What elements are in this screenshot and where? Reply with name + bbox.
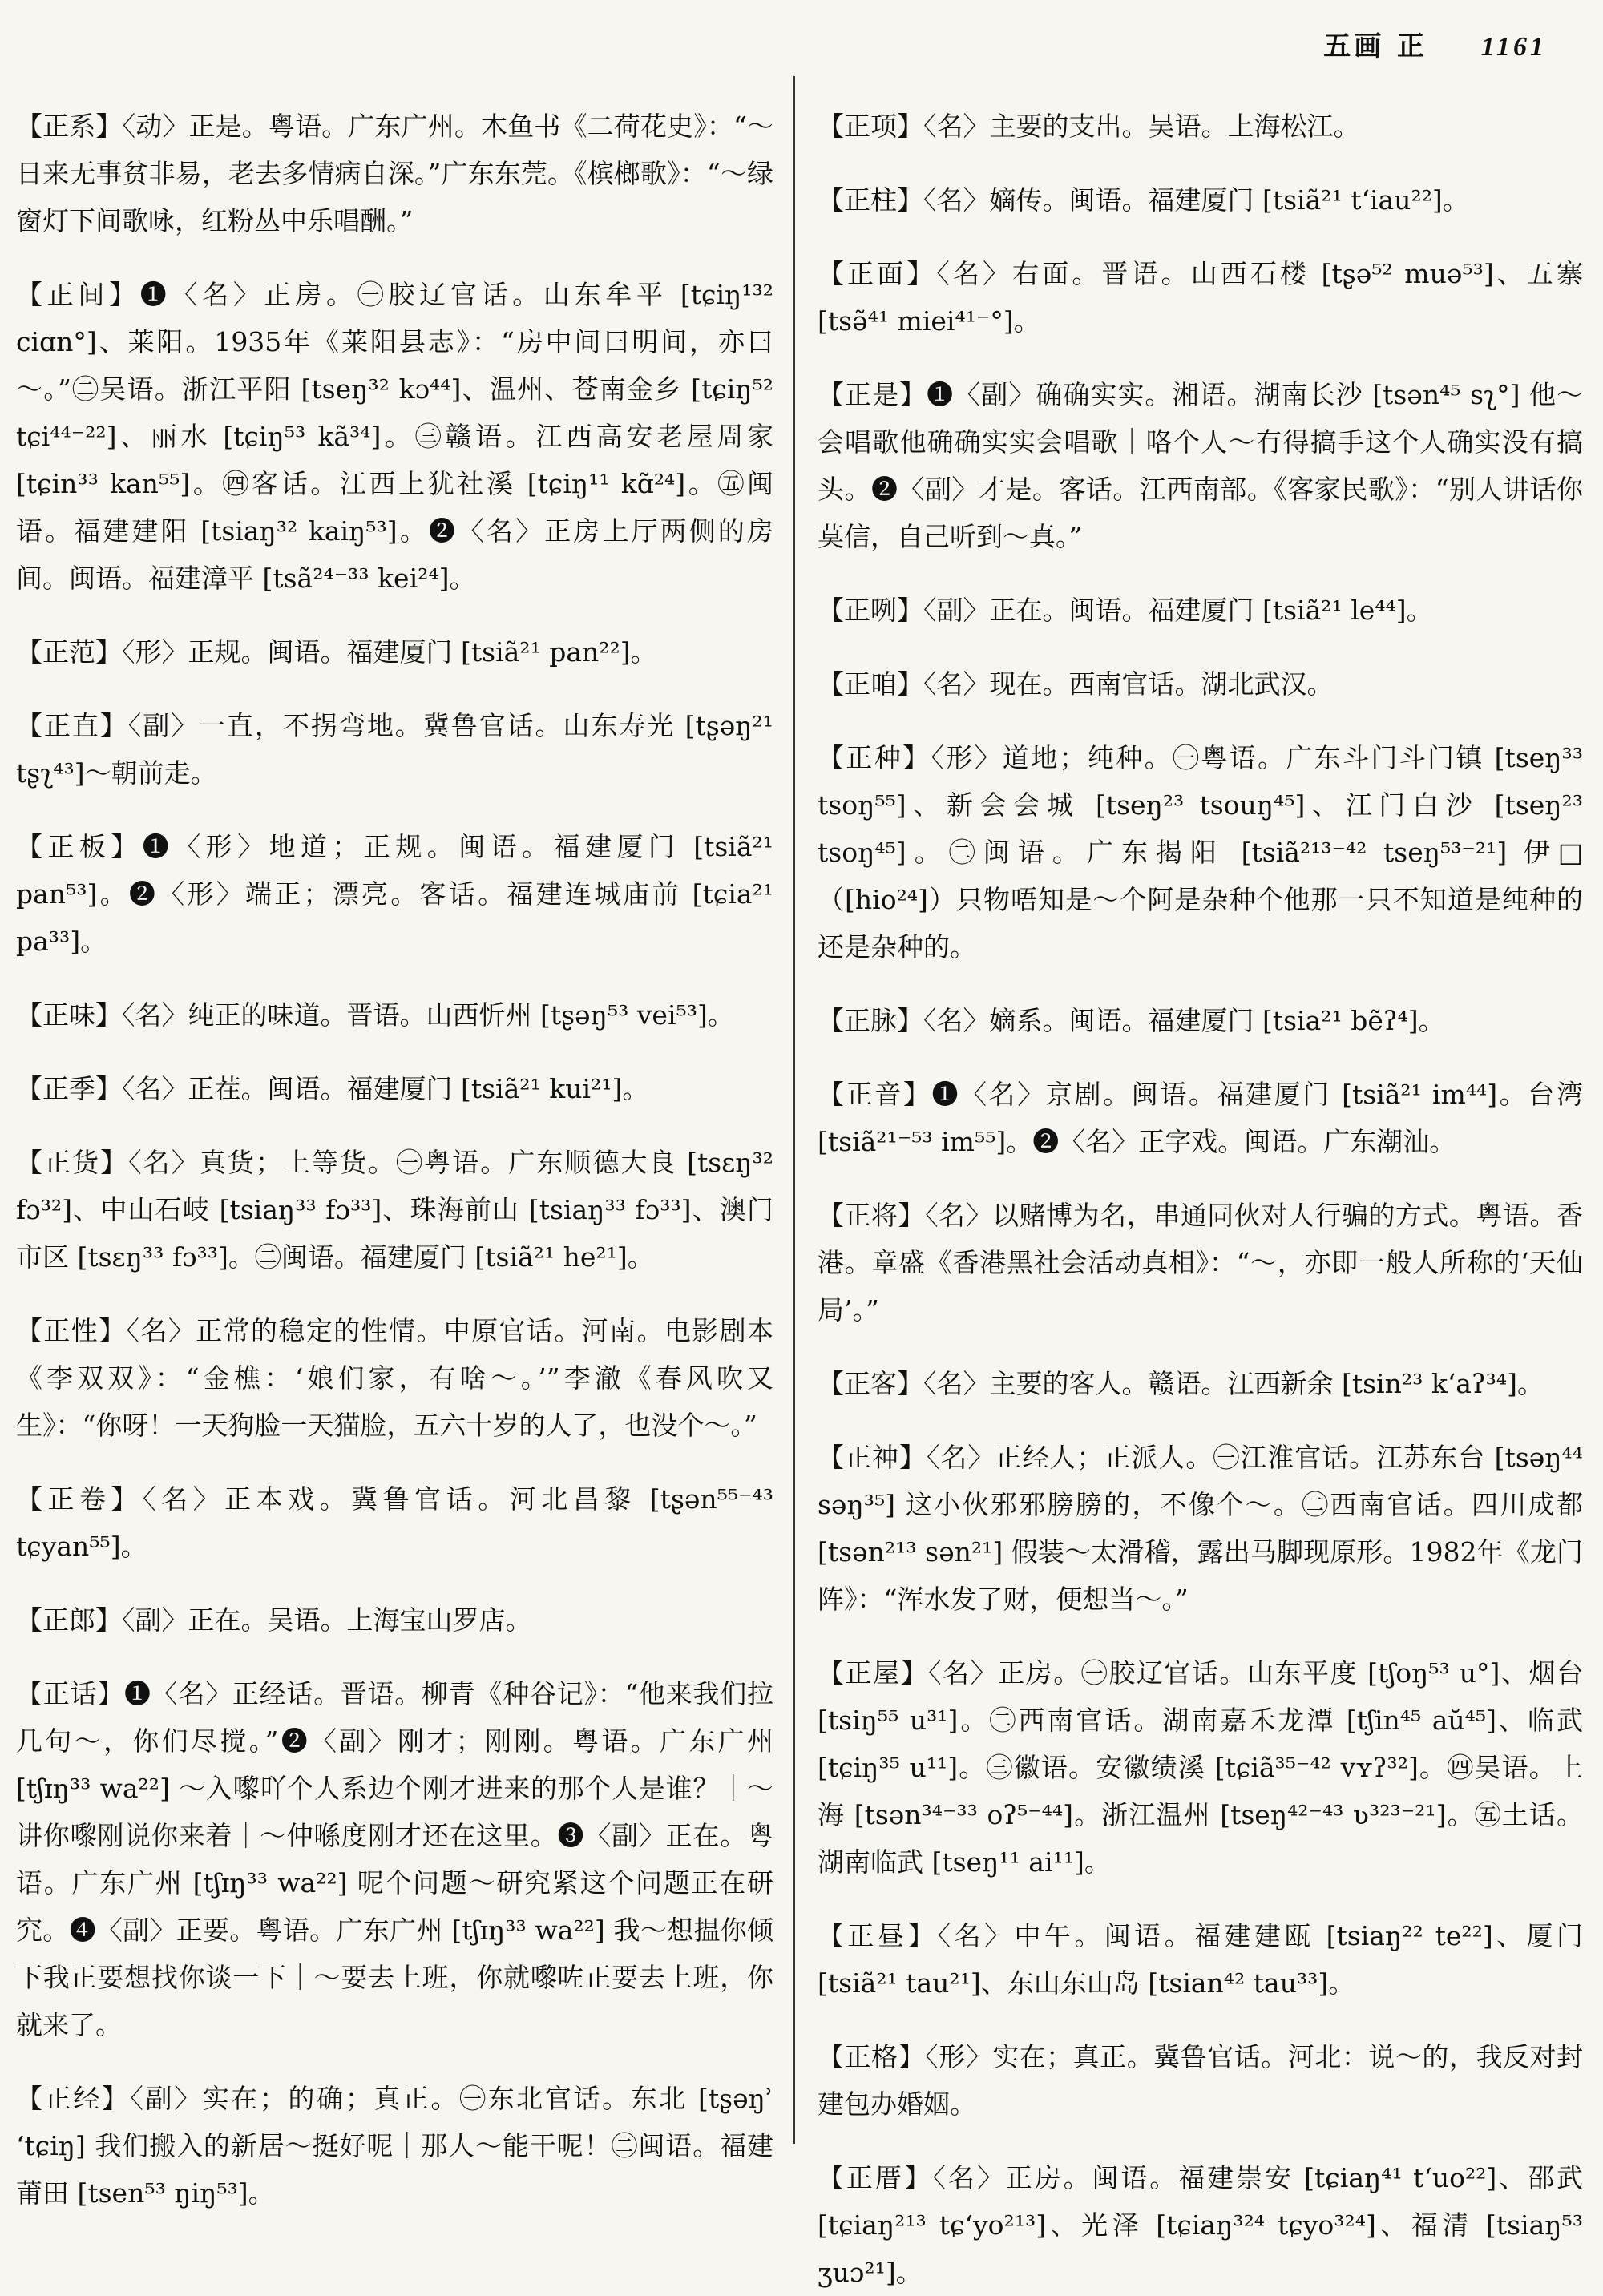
entry-zhengle: 【正咧】〈副〉正在。闽语。福建厦门 [tsiã²¹ le⁴⁴]。 — [818, 595, 1433, 626]
entry-zhenglang: 【正郎】〈副〉正在。吴语。上海宝山罗店。 — [16, 1604, 532, 1636]
entry-zhengshi: 【正是】❶〈副〉确确实实。湘语。湖南长沙 [tsən⁴⁵ sʅ°] 他～会唱歌他确确实实会唱歌｜咯个人～冇得搞手这个人确实没有搞头。❷〈副〉才是。客话。江西南部。《客家民歌》：“别人讲话你莫信，自己听到～真。” — [818, 379, 1583, 552]
entry-zhengjian: 【正间】❶〈名〉正房。㊀胶辽官话。山东牟平 [tɕiŋ¹³² ciɑn°]、莱阳。1935年《莱阳县志》：“房中间曰明间，亦曰～。”㊁吴语。浙江平阳 [tseŋ³² kɔ⁴⁴]、温州、苍南金乡 [tɕiŋ⁵² tɕi⁴⁴⁻²²]、丽水 [tɕiŋ⁵³ kã³⁴]。㊂赣语。江西高安老屋周家 [tɕin³³ kan⁵⁵]。㊃客话。江西上犹社溪 [tɕiŋ¹¹ kɑ̃²⁴]。㊄闽语。福建建阳 [tsiaŋ³² kaiŋ⁵³]。❷〈名〉正房上厅两侧的房间。闽语。福建漳平 [tsã²⁴⁻³³ kei²⁴]。 — [16, 279, 773, 594]
entry-zhenghuo: 【正货】〈名〉真货；上等货。㊀粤语。广东顺德大良 [tsɛŋ³² fɔ³²]、中山石岐 [tsiaŋ³³ fɔ³³]、珠海前山 [tsiaŋ³³ fɔ³³]、澳门市区 [tsɛŋ³³ fɔ³³]。㊁闽语。福建厦门 [tsiã²¹ he²¹]。 — [16, 1147, 773, 1273]
entry-zhengshen: 【正神】〈名〉正经人；正派人。㊀江淮官话。江苏东台 [tsəŋ⁴⁴ səŋ³⁵] 这小伙邪邪膀膀的，不像个～。㊁西南官话。四川成都 [tsən²¹³ sən²¹] 假装～太滑稽，露出马脚现原形。1982年《龙门阵》：“浑水发了财，便想当～。” — [818, 1442, 1583, 1615]
entry-zhengjing: 【正经】〈副〉实在；的确；真正。㊀东北官话。东北 [tʂəŋʾ ʻtɕiŋ] 我们搬入的新居～挺好呢｜那人～能干呢！㊁闽语。福建莆田 [tsen⁵³ ŋiŋ⁵³]。 — [16, 2083, 773, 2209]
entry-zhengge: 【正格】〈形〉实在；真正。冀鲁官话。河北：说～的，我反对封建包办婚姻。 — [818, 2041, 1583, 2120]
entry-zhengjiang: 【正将】〈名〉以赌博为名，串通同伙对人行骗的方式。粤语。香港。章盛《香港黑社会活动真相》：“～，亦即一般人所称的‘天仙局’。” — [818, 1200, 1583, 1326]
entry-zhengfan: 【正范】〈形〉正规。闽语。福建厦门 [tsiã²¹ pan²²]。 — [16, 636, 657, 668]
left-column — [16, 76, 773, 2209]
entry-zhengcuo: 【正厝】〈名〉正房。闽语。福建崇安 [tɕiaŋ⁴¹ tʻuo²²]、邵武 [tɕiaŋ²¹³ tɕʻyo²¹³]、光泽 [tɕiaŋ³²⁴ tɕyo³²⁴]、福清 [tsiaŋ⁵³ ʒuɔ²¹]。 — [818, 2162, 1583, 2288]
entry-zhengzan: 【正咱】〈名〉现在。西南官话。湖北武汉。 — [818, 668, 1334, 700]
entry-zhengmai: 【正脉】〈名〉嫡系。闽语。福建厦门 [tsia²¹ bẽʔ⁴]。 — [818, 1005, 1445, 1036]
entry-zhengmian: 【正面】〈名〉右面。晋语。山西石楼 [tʂə⁵² muə⁵³]、五寨 [tsə̃⁴¹ miei⁴¹⁻°]。 — [818, 258, 1583, 337]
entry-zhengxiang: 【正项】〈名〉主要的支出。吴语。上海松江。 — [818, 111, 1360, 142]
page-number: 1161 — [1480, 32, 1547, 62]
entry-zhengke: 【正客】〈名〉主要的客人。赣语。江西新余 [tsin²³ kʻaʔ³⁴]。 — [818, 1368, 1544, 1399]
entry-zhengji: 【正季】〈名〉正茬。闽语。福建厦门 [tsiã²¹ kui²¹]。 — [16, 1073, 649, 1104]
entry-zhengxi: 【正系】〈动〉正是。粤语。广东广州。木鱼书《二荷花史》：“～日来无事贫非易，老去多情病自深。”广东东莞。《槟榔歌》：“～绿窗灯下间歌咏，红粉丛中乐唱酬。” — [16, 111, 773, 236]
section-heading: 五画 正 — [1323, 30, 1428, 63]
right-column — [818, 76, 1583, 2288]
entry-zhengjuan: 【正卷】〈名〉正本戏。冀鲁官话。河北昌黎 [tʂən⁵⁵⁻⁴³ tɕyan⁵⁵]。 — [16, 1483, 773, 1562]
entry-zhenghua: 【正话】❶〈名〉正经话。晋语。柳青《种谷记》：“他来我们拉几句～，你们尽搅。”❷〈副〉刚才；刚刚。粤语。广东广州 [tʃɪŋ³³ wa²²] ～入嚟吖个人系边个刚才进来的那个人是谁？｜～讲你嚟刚说你来着｜～仲喺度刚才还在这里。❸〈副〉正在。粤语。广东广州 [tʃɪŋ³³ wa²²] 呢个问题～研究紧这个问题正在研究。❹〈副〉正要。粤语。广东广州 [tʃɪŋ³³ wa²²] 我～想揾你倾下我正要想找你谈一下｜～要去上班，你就嚟咗正要去上班，你就来了。 — [16, 1678, 773, 2040]
entry-zhengzhou: 【正昼】〈名〉中午。闽语。福建建瓯 [tsiaŋ²² te²²]、厦门 [tsiã²¹ tau²¹]、东山东山岛 [tsian⁴² tau³³]。 — [818, 1920, 1583, 1999]
entry-zhengzhong: 【正种】〈形〉道地；纯种。㊀粤语。广东斗门斗门镇 [tseŋ³³ tsoŋ⁵⁵]、新会会城 [tseŋ²³ tsouŋ⁴⁵]、江门白沙 [tseŋ²³ tsoŋ⁴⁵]。㊁闽语。广东揭阳 [tsiã²¹³⁻⁴² tseŋ⁵³⁻²¹] 伊□（[hio²⁴]）只物唔知是～个阿是杂种个他那一只不知道是纯种的还是杂种的。 — [818, 742, 1583, 962]
column-divider — [793, 76, 795, 2144]
page-header — [1323, 24, 1547, 63]
entry-zhengyin: 【正音】❶〈名〉京剧。闽语。福建厦门 [tsiã²¹ im⁴⁴]。台湾 [tsiã²¹⁻⁵³ im⁵⁵]。❷〈名〉正字戏。闽语。广东潮汕。 — [818, 1079, 1583, 1157]
entry-zhengzhi: 【正直】〈副〉一直，不拐弯地。冀鲁官话。山东寿光 [tʂəŋ²¹ tʂʅ⁴³]～朝前走。 — [16, 710, 773, 789]
entry-zhengxing: 【正性】〈名〉正常的稳定的性情。中原官话。河南。电影剧本《李双双》：“金樵：‘娘们家，有啥～。’”李澈《春风吹又生》：“你呀！一天狗脸一天猫脸，五六十岁的人了，也没个～。” — [16, 1315, 773, 1441]
entry-zhengban: 【正板】❶〈形〉地道；正规。闽语。福建厦门 [tsiã²¹ pan⁵³]。❷〈形〉端正；漂亮。客话。福建连城庙前 [tɕia²¹ pa³³]。 — [16, 831, 773, 957]
entry-zhengwei: 【正味】〈名〉纯正的味道。晋语。山西忻州 [tʂəŋ⁵³ vei⁵³]。 — [16, 999, 734, 1031]
entry-zhengzhu: 【正柱】〈名〉嫡传。闽语。福建厦门 [tsiã²¹ tʻiau²²]。 — [818, 184, 1469, 216]
entry-zhengwu: 【正屋】〈名〉正房。㊀胶辽官话。山东平度 [tʃoŋ⁵³ u°]、烟台 [tsiŋ⁵⁵ u³¹]。㊁西南官话。湖南嘉禾龙潭 [tʃin⁴⁵ aŭ⁴⁵]、临武 [tɕiŋ³⁵ u¹¹]。㊂徽语。安徽绩溪 [tɕiã³⁵⁻⁴² vʏʔ³²]。㊃吴语。上海 [tsən³⁴⁻³³ oʔ⁵⁻⁴⁴]。浙江温州 [tseŋ⁴²⁻⁴³ ʋ³²³⁻²¹]。㊄土话。湖南临武 [tseŋ¹¹ ai¹¹]。 — [818, 1657, 1583, 1878]
